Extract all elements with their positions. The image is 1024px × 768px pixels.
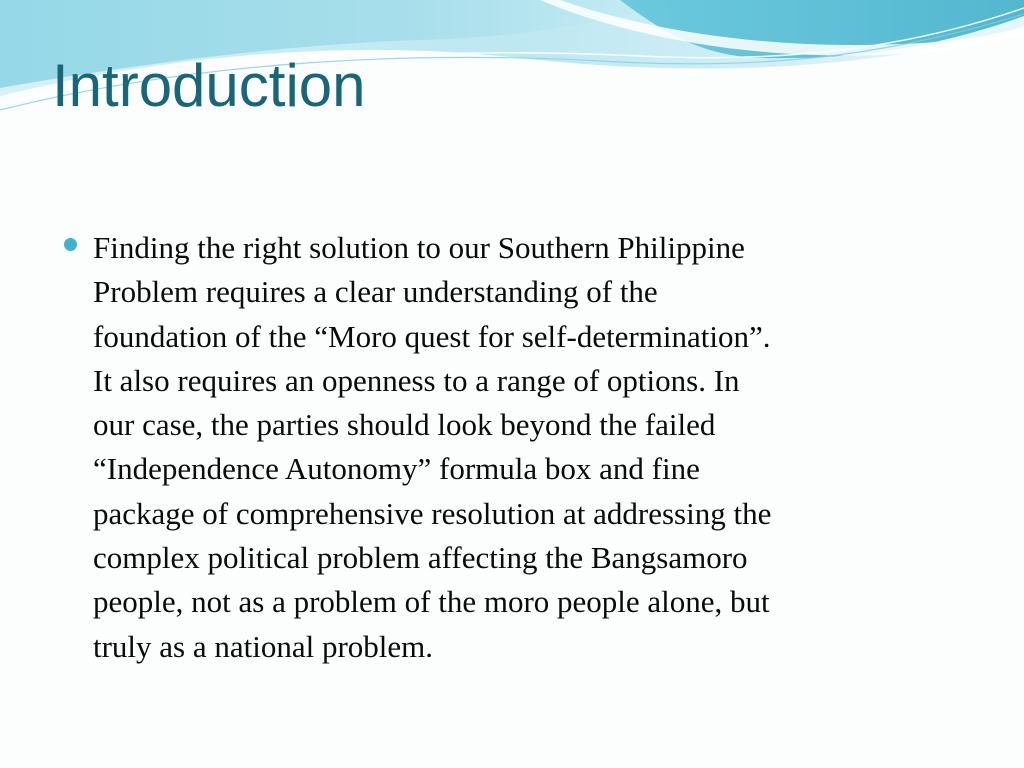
bullet-text-line: complex political problem affecting the Bangsamoro <box>93 540 748 576</box>
bullet-text-line: people, not as a problem of the moro people alone, but <box>93 584 770 620</box>
bullet-text-line: It also requires an openness to a range of options. In <box>93 362 740 398</box>
bullet-text-line: Problem requires a clear understanding of the <box>93 274 658 310</box>
bullet-text-line: package of comprehensive resolution at addressing the <box>93 495 772 531</box>
bullet-text-line: our case, the parties should look beyond the failed <box>93 407 716 443</box>
slide-title: Introduction <box>52 52 366 119</box>
bullet-text-line: “Independence Autonomy” formula box and fine <box>93 451 700 487</box>
bullet-text-line: Finding the right solution to our Southern Philippine <box>93 230 745 265</box>
bullet-text-line: truly as a national problem. <box>93 628 434 664</box>
bullet-icon <box>64 238 77 251</box>
bullet-text-line: foundation of the “Moro quest for self-determination”. <box>93 318 771 354</box>
bullet-paragraph <box>93 226 964 669</box>
